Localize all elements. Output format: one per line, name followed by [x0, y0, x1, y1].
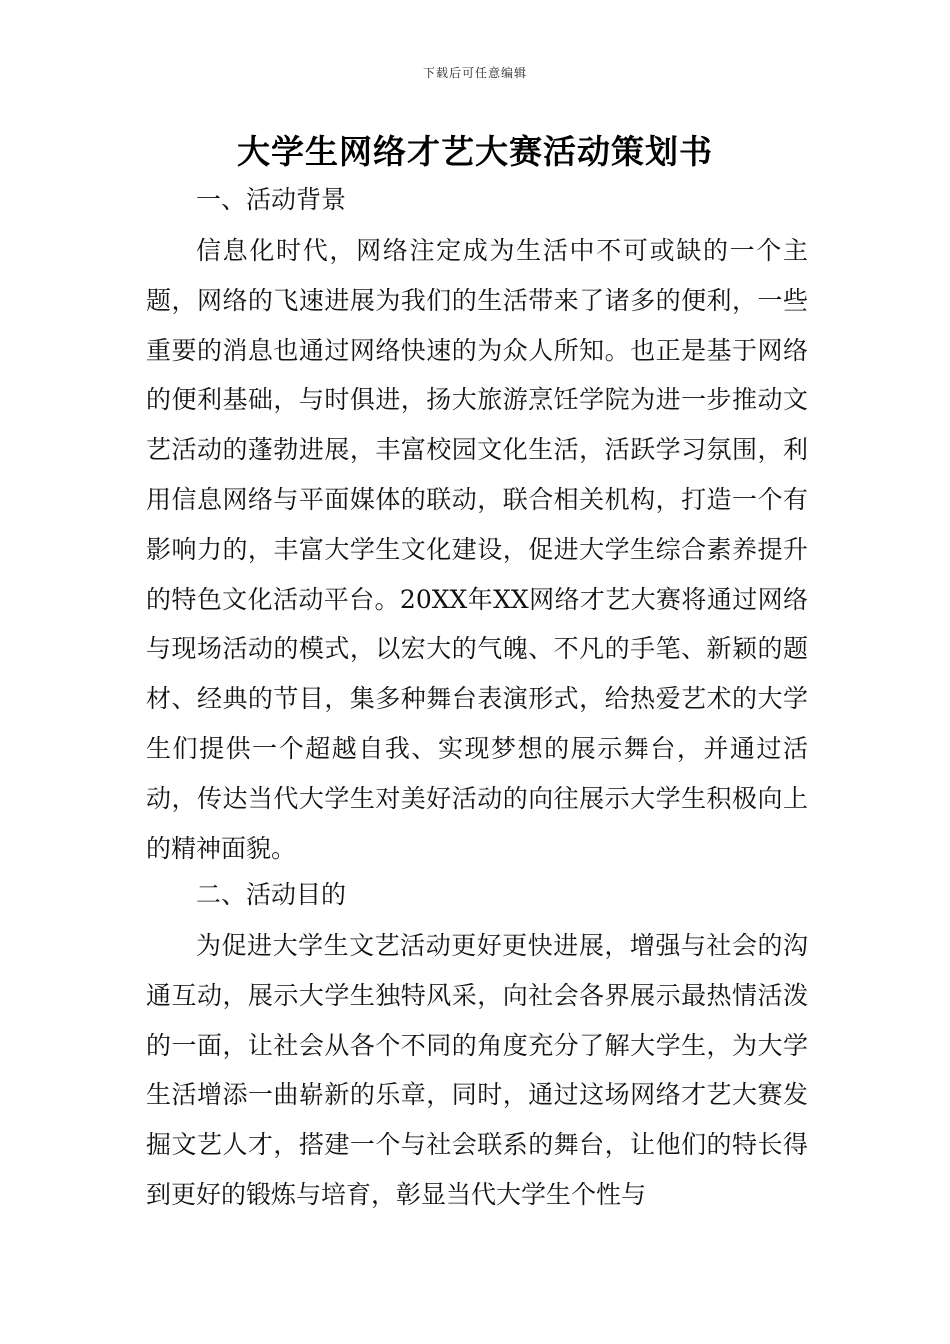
section-heading-background: 一、活动背景	[196, 185, 347, 214]
paragraph-background: 信息化时代，网络注定成为生活中不可或缺的一个主题，网络的飞速进展为我们的生活带来了诸多的便利，一些重要的消息也通过网络快速的为众人所知。也正是基于网络的便利基础，与时俱进，扬大旅游烹饪学院为进一步推动文艺活动的蓬勃进展，丰富校园文化生活，活跃学习氛围，利用信息网络与平面媒体的联动，联合相关机构，打造一个有影响力的，丰富大学生文化建设，促进大学生综合素养提升的特色文化活动平台。20XX年XX网络才艺大赛将通过网络与现场活动的模式，以宏大的气魄、不凡的手笔、新颖的题材、经典的节目，集多种舞台表演形式，给热爱艺术的大学生们提供一个超越自我、实现梦想的展示舞台，并通过活动，传达当代大学生对美好活动的向往展示大学生积极向上的精神面貌。	[146, 236, 808, 863]
paragraph-purpose: 为促进大学生文艺活动更好更快进展，增强与社会的沟通互动，展示大学生独特风采，向社会各界展示最热情活泼的一面，让社会从各个不同的角度充分了解大学生，为大学生活增添一曲崭新的乐章，同时，通过这场网络才艺大赛发掘文艺人才，搭建一个与社会联系的舞台，让他们的特长得到更好的锻炼与培育，彰显当代大学生个性与	[146, 931, 808, 1209]
header-note: 下载后可任意编辑	[422, 66, 527, 80]
document-title: 大学生网络才艺大赛活动策划书	[237, 132, 713, 171]
section-heading-purpose: 二、活动目的	[196, 880, 347, 909]
